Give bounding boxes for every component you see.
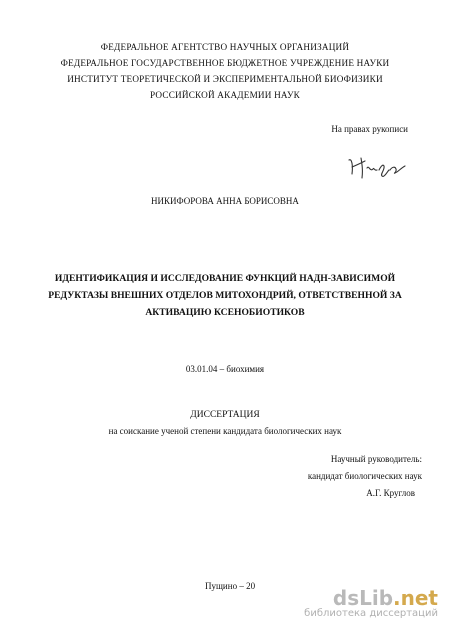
watermark-logo-tld: .net xyxy=(393,586,438,610)
specialty: 03.01.04 – биохимия xyxy=(185,364,265,374)
org-line-3: ИНСТИТУТ ТЕОРЕТИЧЕСКОЙ И ЭКСПЕРИМЕНТАЛЬНОЙ БИОФИЗИКИ xyxy=(67,74,383,84)
supervisor-name: А.Г. Круглов xyxy=(366,488,415,498)
title-line-3: АКТИВАЦИЮ КСЕНОБИОТИКОВ xyxy=(145,307,305,318)
watermark-logo-main: dsLib xyxy=(332,586,394,610)
org-line-1: ФЕДЕРАЛЬНОЕ АГЕНТСТВО НАУЧНЫХ ОРГАНИЗАЦИЙ xyxy=(100,42,350,52)
watermark-subtitle: библиотека диссертаций xyxy=(304,608,438,619)
author-name: НИКИФОРОВА АННА БОРИСОВНА xyxy=(151,196,299,206)
supervisor-degree: кандидат биологических наук xyxy=(307,471,422,481)
watermark xyxy=(288,586,438,626)
manuscript-rights: На правах рукописи xyxy=(331,124,408,134)
watermark-logo xyxy=(333,586,438,610)
place-year: Пущино – 20 xyxy=(205,581,256,591)
document-type: ДИССЕРТАЦИЯ xyxy=(190,410,260,420)
degree-statement: на соискание ученой степени кандидата биологических наук xyxy=(108,426,342,436)
signature-icon xyxy=(343,148,413,184)
supervisor-label: Научный руководитель: xyxy=(330,454,422,464)
org-line-2: ФЕДЕРАЛЬНОЕ ГОСУДАРСТВЕННОЕ БЮДЖЕТНОЕ УЧРЕЖДЕНИЕ НАУКИ xyxy=(60,58,390,68)
org-line-4: РОССИЙСКОЙ АКАДЕМИИ НАУК xyxy=(150,90,300,100)
title-line-1: ИДЕНТИФИКАЦИЯ И ИССЛЕДОВАНИЕ ФУНКЦИЙ НАДН-ЗАВИСИМОЙ xyxy=(54,273,396,284)
title-line-2: РЕДУКТАЗЫ ВНЕШНИХ ОТДЕЛОВ МИТОХОНДРИЙ, ОТВЕТСТВЕННОЙ ЗА xyxy=(48,290,402,301)
